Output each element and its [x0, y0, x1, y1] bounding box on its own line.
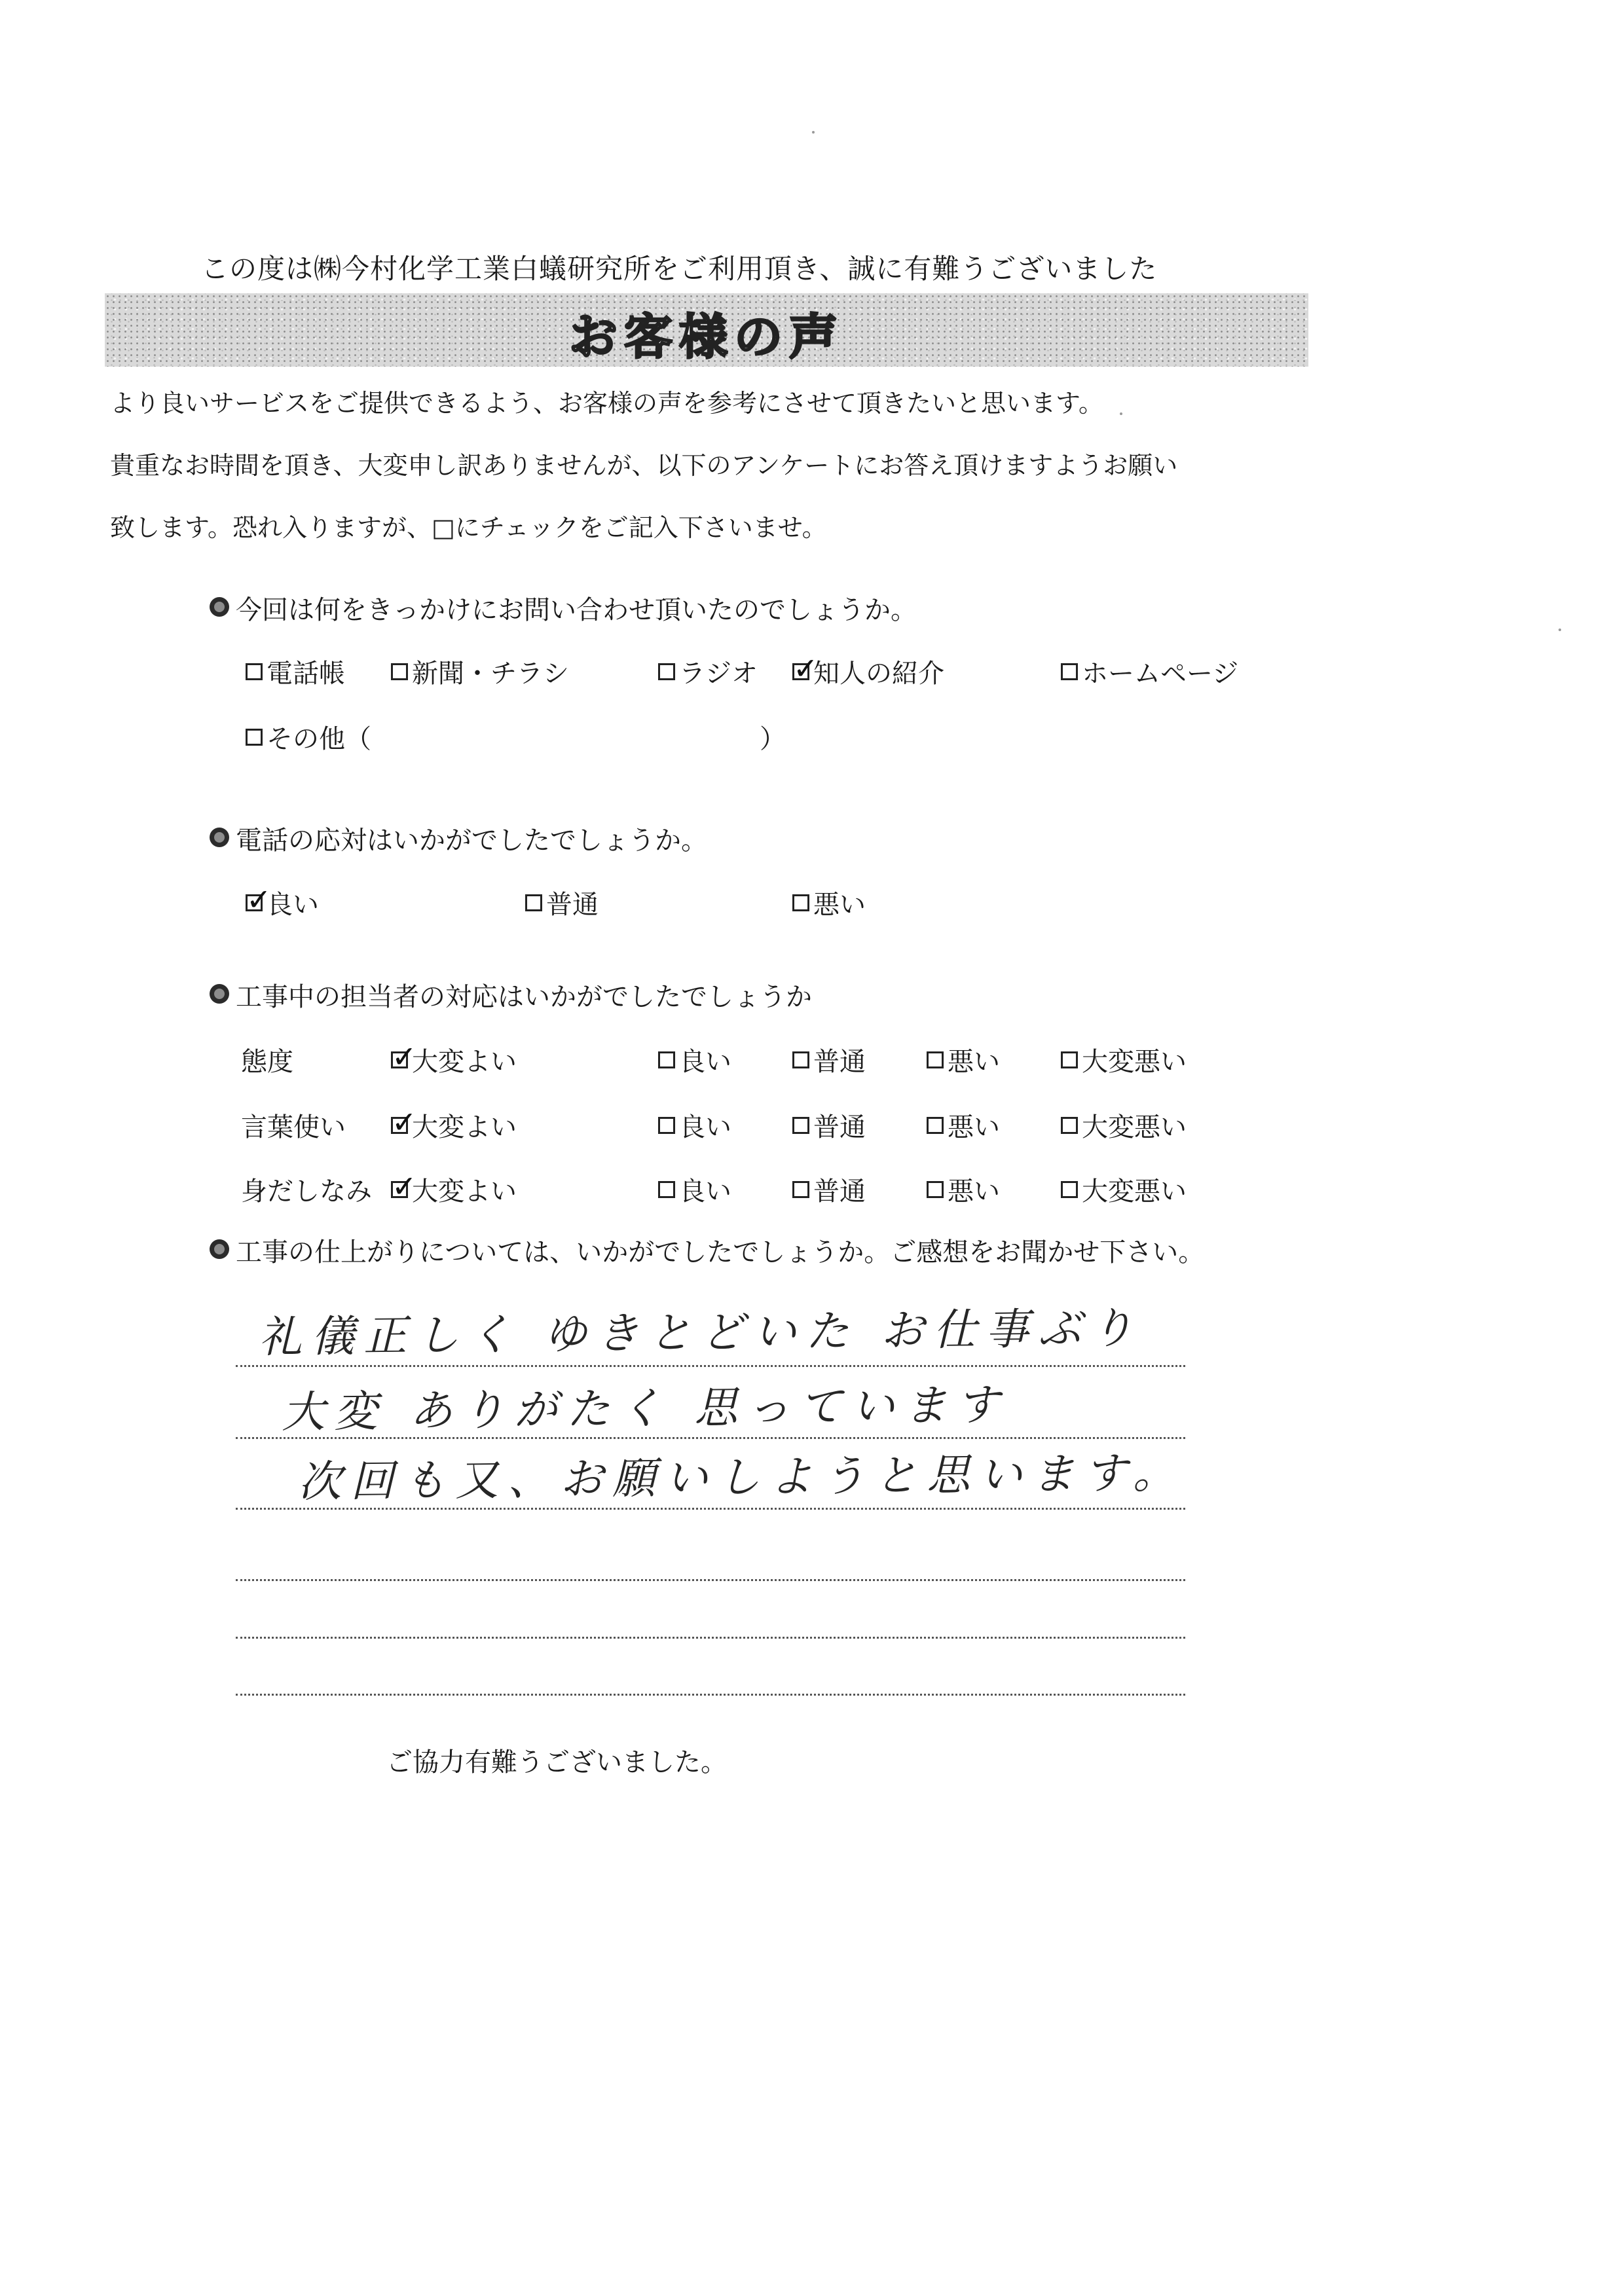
checkbox[interactable] [927, 1117, 944, 1134]
question-bullet-icon [210, 984, 229, 1004]
answer-line [236, 1508, 1185, 1510]
option-label: 悪い [948, 1176, 1000, 1207]
option-label: 大変悪い [1082, 1112, 1187, 1142]
option-label: 大変よい [412, 1112, 517, 1142]
banner [105, 293, 1308, 367]
q2-option-bad[interactable] [792, 884, 866, 921]
answer-line [236, 1694, 1185, 1696]
checkbox-checked[interactable] [391, 1117, 408, 1134]
q1-option-homepage[interactable] [1061, 653, 1238, 690]
option-label: 良い [679, 1176, 731, 1207]
scan-speck [812, 131, 815, 134]
question-bullet-icon [210, 597, 229, 617]
answer-line [236, 1579, 1185, 1581]
scan-speck [1559, 629, 1561, 631]
checkbox[interactable] [927, 1051, 944, 1068]
option-label: 大変よい [412, 1047, 517, 1077]
handwritten-line-1: 礼儀正しく ゆきとどいた お仕事ぶり [258, 1302, 1143, 1363]
option-label: その他（ [267, 724, 371, 754]
option-label: ラジオ [679, 659, 758, 689]
q3-row3-bad[interactable] [927, 1171, 1000, 1208]
q2-option-good[interactable] [246, 884, 319, 921]
closing-text: ご協力有難うございました。 [386, 1747, 727, 1777]
banner-title: お客様の声 [569, 309, 844, 365]
lead-line-1: より良いサービスをご提供できるよう、お客様の声を参考にさせて頂きたいと思います。 [110, 389, 1103, 418]
checkbox[interactable] [792, 894, 809, 911]
q3-row2-normal[interactable] [792, 1106, 866, 1144]
option-label: 良い [267, 890, 319, 920]
q3-row-label: 言葉使い [241, 1112, 346, 1142]
option-label: 普通 [813, 1047, 866, 1077]
q3-row1-bad[interactable] [927, 1041, 1000, 1078]
scan-speck [1120, 412, 1122, 415]
q4-title: 工事の仕上がりについては、いかがでしたでしょうか。ご感想をお聞かせ下さい。 [236, 1237, 1205, 1267]
q3-row-label: 態度 [241, 1047, 293, 1077]
checkbox[interactable] [1061, 1181, 1078, 1198]
checkbox[interactable] [658, 1117, 675, 1134]
q3-row1-normal[interactable] [792, 1041, 866, 1078]
handwritten-line-2: 大変 ありがたく 思っています [281, 1379, 1009, 1438]
option-label: 悪い [948, 1047, 1000, 1077]
q3-row2-very-bad[interactable] [1061, 1106, 1187, 1144]
q3-row1-very-good[interactable] [391, 1041, 517, 1078]
q1-option-other[interactable] [246, 718, 371, 756]
lead-line-2: 貴重なお時間を頂き、大変申し訳ありませんが、以下のアンケートにお答え頂けますようお願い [110, 451, 1178, 480]
option-label: 普通 [546, 890, 599, 920]
option-label: 大変悪い [1082, 1047, 1187, 1077]
q3-row1-good[interactable] [658, 1041, 731, 1078]
q3-row2-very-good[interactable] [391, 1106, 517, 1144]
q3-row-label: 身だしなみ [241, 1176, 372, 1207]
q1-option-newspaper[interactable] [391, 653, 569, 690]
option-label: 大変悪い [1082, 1176, 1187, 1207]
q2-option-normal[interactable] [525, 884, 599, 921]
checkbox-checked[interactable] [391, 1181, 408, 1198]
q3-row3-very-good[interactable] [391, 1171, 517, 1208]
option-label: 悪い [948, 1112, 1000, 1142]
checkbox-checked[interactable] [246, 894, 263, 911]
lead-line-3: 致します。恐れ入りますが、□にチェックをご記入下さいませ。 [110, 513, 827, 542]
q1-option-phonebook[interactable] [246, 653, 345, 690]
checkbox[interactable] [391, 663, 408, 680]
option-label: 新聞・チラシ [412, 659, 569, 689]
checkbox-checked[interactable] [391, 1051, 408, 1068]
option-label: 普通 [813, 1176, 866, 1207]
checkbox[interactable] [246, 729, 263, 746]
q1-option-radio[interactable] [658, 653, 758, 690]
checkbox[interactable] [1061, 1051, 1078, 1068]
checkbox[interactable] [792, 1117, 809, 1134]
q3-row2-bad[interactable] [927, 1106, 1000, 1144]
option-label: 良い [679, 1112, 731, 1142]
checkbox[interactable] [1061, 1117, 1078, 1134]
q1-title: 今回は何をきっかけにお問い合わせ頂いたのでしょうか。 [236, 595, 917, 625]
checkbox[interactable] [658, 1181, 675, 1198]
q3-row3-good[interactable] [658, 1171, 731, 1208]
checkbox-checked[interactable] [792, 663, 809, 680]
option-label: ホームページ [1082, 659, 1239, 689]
q1-option-referral[interactable] [792, 653, 944, 690]
q3-row3-normal[interactable] [792, 1171, 866, 1208]
handwritten-line-3: 次回も又、お願いしようと思います。 [297, 1447, 1186, 1508]
checkbox[interactable] [792, 1181, 809, 1198]
checkbox[interactable] [658, 1051, 675, 1068]
option-label: 大変よい [412, 1176, 517, 1207]
option-label: 悪い [813, 890, 866, 920]
q1-other-close: ） [760, 724, 786, 754]
intro-text: この度は㈱今村化学工業白蟻研究所をご利用頂き、誠に有難うございました [201, 253, 1158, 285]
answer-line [236, 1365, 1185, 1367]
checkbox[interactable] [246, 663, 263, 680]
q3-row2-good[interactable] [658, 1106, 731, 1144]
question-bullet-icon [210, 1239, 229, 1259]
q2-title: 電話の応対はいかがでしたでしょうか。 [236, 826, 707, 856]
checkbox[interactable] [927, 1181, 944, 1198]
answer-line [236, 1637, 1185, 1639]
q3-row3-very-bad[interactable] [1061, 1171, 1187, 1208]
q3-title: 工事中の担当者の対応はいかがでしたでしょうか [236, 982, 812, 1012]
q3-row1-very-bad[interactable] [1061, 1041, 1187, 1078]
checkbox[interactable] [658, 663, 675, 680]
checkbox[interactable] [1061, 663, 1078, 680]
checkbox[interactable] [525, 894, 542, 911]
question-bullet-icon [210, 828, 229, 847]
option-label: 普通 [813, 1112, 866, 1142]
option-label: 知人の紹介 [813, 659, 944, 689]
option-label: 電話帳 [267, 659, 345, 689]
option-label: 良い [679, 1047, 731, 1077]
checkbox[interactable] [792, 1051, 809, 1068]
